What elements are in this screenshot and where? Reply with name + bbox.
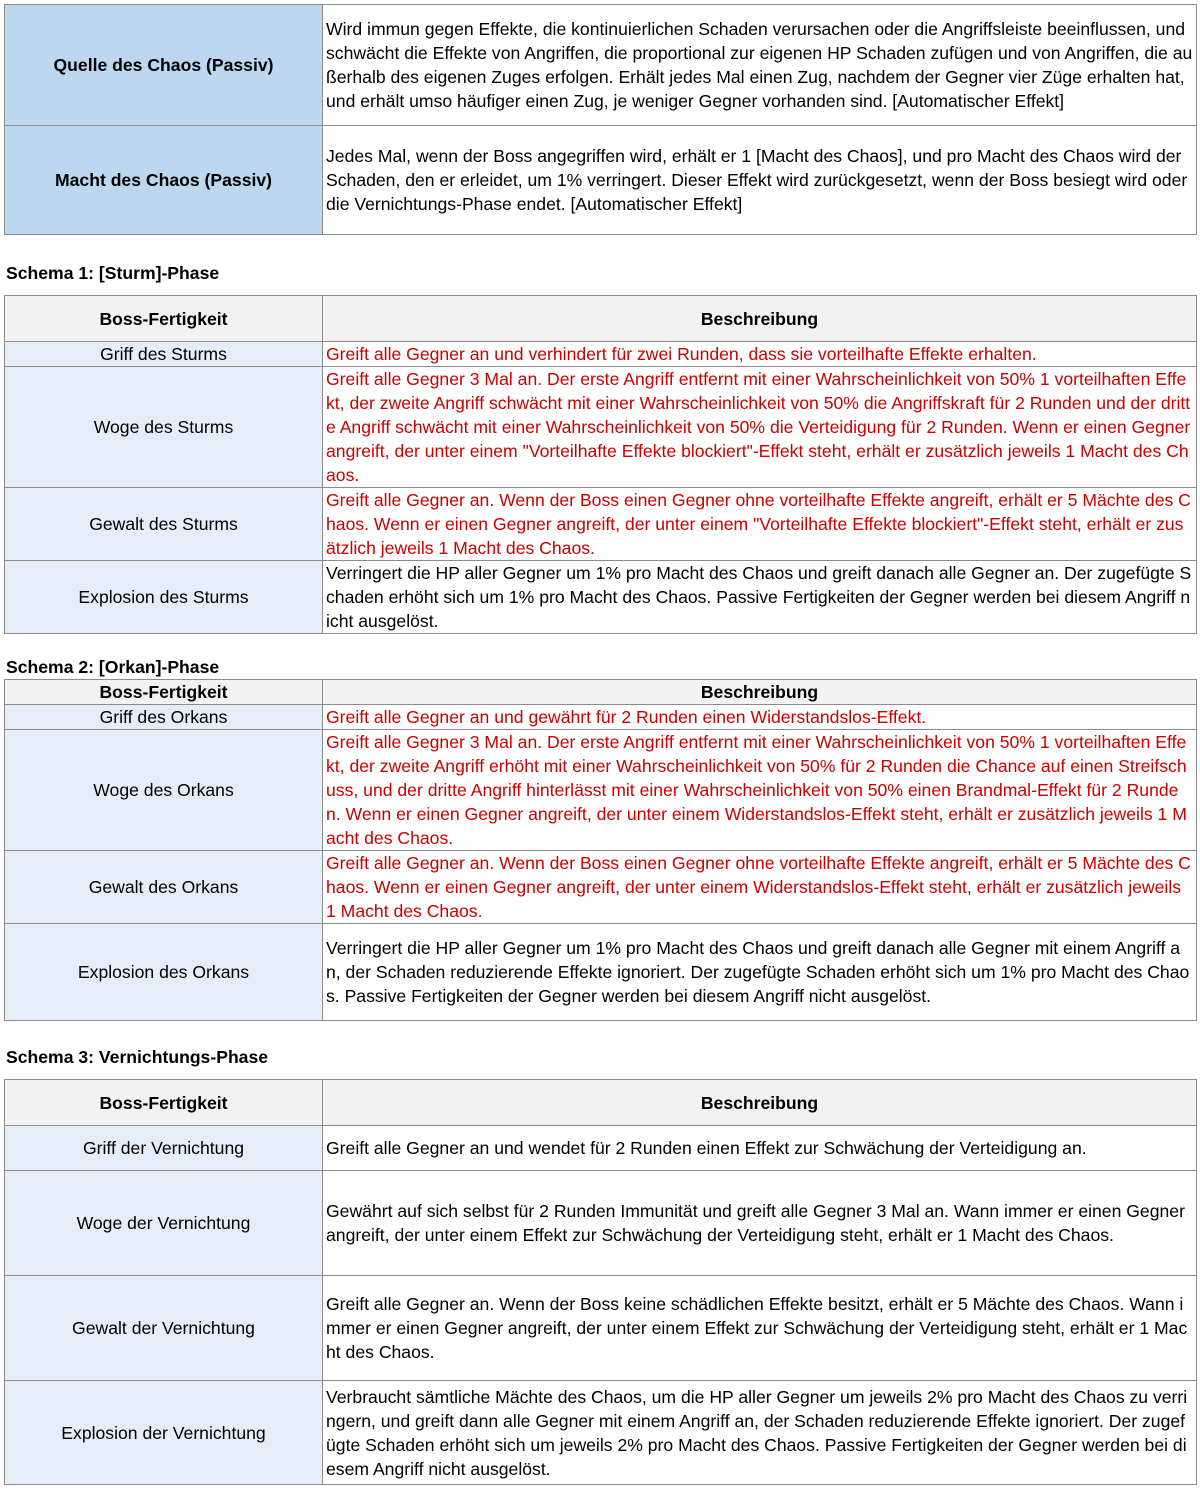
column-header-skill: Boss-Fertigkeit xyxy=(5,680,323,705)
skill-name: Woge des Sturms xyxy=(5,367,323,488)
skill-name: Woge der Vernichtung xyxy=(5,1171,323,1276)
skill-description: Greift alle Gegner an und wendet für 2 Runden einen Effekt zur Schwächung der Verteidigung an. xyxy=(323,1126,1197,1171)
skill-description: Verringert die HP aller Gegner um 1% pro Macht des Chaos und greift danach alle Gegner an. Der zugefügte Schaden erhöht sich um 1% pro Macht des Chaos. Passive Fertigkeiten der Gegner werden bei diesem Angriff nicht ausgelöst. xyxy=(323,561,1197,634)
skill-description: Greift alle Gegner an. Wenn der Boss einen Gegner ohne vorteilhafte Effekte angreift, erhält er 5 Mächte des Chaos. Wenn er einen Gegner angreift, der unter einem Widerstandslos-Effekt steht, erhält er zusätzlich jeweils 1 Macht des Chaos. xyxy=(323,851,1197,924)
table-header-row xyxy=(5,296,1197,342)
passive-name: Macht des Chaos (Passiv) xyxy=(5,126,323,235)
skill-name: Explosion der Vernichtung xyxy=(5,1381,323,1485)
table-row xyxy=(5,730,1197,851)
table-header-row xyxy=(5,1080,1197,1126)
skill-description: Greift alle Gegner 3 Mal an. Der erste Angriff entfernt mit einer Wahrscheinlichkeit von 50% 1 vorteilhaften Effekt, der zweite Angriff schwächt mit einer Wahrscheinlichkeit von 50% die Angriffskraft für 2 Runden und der dritte Angriff schwächt mit einer Wahrscheinlichkeit von 50% die Verteidigung für 2 Runden. Wenn er einen Gegner angreift, der unter einem "Vorteilhafte Effekte blockiert"-Effekt steht, erhält er zusätzlich jeweils 1 Macht des Chaos. xyxy=(323,367,1197,488)
skill-name: Woge des Orkans xyxy=(5,730,323,851)
table-row xyxy=(5,1381,1197,1485)
skill-name: Griff des Orkans xyxy=(5,705,323,730)
section-heading: Schema 2: [Orkan]-Phase xyxy=(6,657,220,677)
table-row xyxy=(5,705,1197,730)
table-row xyxy=(5,488,1197,561)
table-row xyxy=(5,5,1197,126)
skill-description: Verbraucht sämtliche Mächte des Chaos, um die HP aller Gegner um jeweils 2% pro Macht des Chaos zu verringern, und greift dann alle Gegner mit einem Angriff an, der Schaden reduzierende Effekte ignoriert. Der zugefügte Schaden erhöht sich um jeweils 2% pro Macht des Chaos. Passive Fertigkeiten der Gegner werden bei diesem Angriff nicht ausgelöst. xyxy=(323,1381,1197,1485)
passive-table xyxy=(4,4,1197,235)
skill-description: Greift alle Gegner an und verhindert für zwei Runden, dass sie vorteilhafte Effekte erhalten. xyxy=(323,342,1197,367)
column-header-skill: Boss-Fertigkeit xyxy=(5,1080,323,1126)
schema3-table xyxy=(4,1079,1197,1485)
skill-name: Explosion des Orkans xyxy=(5,924,323,1021)
table-row xyxy=(5,342,1197,367)
passive-description: Wird immun gegen Effekte, die kontinuierlichen Schaden verursachen oder die Angriffsleiste beeinflussen, und schwächt die Effekte von Angriffen, die proportional zur eigenen HP Schaden zufügen und von Angriffen, die außerhalb des eigenen Zuges erfolgen. Erhält jedes Mal einen Zug, nachdem der Gegner vier Züge erhalten hat, und erhält umso häufiger einen Zug, je weniger Gegner vorhanden sind. [Automatischer Effekt] xyxy=(323,5,1197,126)
table-row xyxy=(5,924,1197,1021)
schema2-table xyxy=(4,679,1197,1021)
skill-name: Gewalt des Orkans xyxy=(5,851,323,924)
column-header-description: Beschreibung xyxy=(323,680,1197,705)
table-row xyxy=(5,367,1197,488)
skill-description: Greift alle Gegner an. Wenn der Boss einen Gegner ohne vorteilhafte Effekte angreift, erhält er 5 Mächte des Chaos. Wenn er einen Gegner angreift, der unter einem "Vorteilhafte Effekte blockiert"-Effekt steht, erhält er zusätzlich jeweils 1 Macht des Chaos. xyxy=(323,488,1197,561)
skill-description: Greift alle Gegner an und gewährt für 2 Runden einen Widerstandslos-Effekt. xyxy=(323,705,1197,730)
table-row xyxy=(5,126,1197,235)
skill-name: Explosion des Sturms xyxy=(5,561,323,634)
section-heading: Schema 3: Vernichtungs-Phase xyxy=(6,1047,269,1067)
table-row xyxy=(5,1126,1197,1171)
skill-name: Griff des Sturms xyxy=(5,342,323,367)
section-heading: Schema 1: [Sturm]-Phase xyxy=(6,263,220,283)
table-row xyxy=(5,1171,1197,1276)
schema1-table xyxy=(4,295,1197,634)
passive-name: Quelle des Chaos (Passiv) xyxy=(5,5,323,126)
skill-description: Verringert die HP aller Gegner um 1% pro Macht des Chaos und greift danach alle Gegner mit einem Angriff an, der Schaden reduzierende Effekte ignoriert. Der zugefügte Schaden erhöht sich um 1% pro Macht des Chaos. Passive Fertigkeiten der Gegner werden bei diesem Angriff nicht ausgelöst. xyxy=(323,924,1197,1021)
skill-description: Greift alle Gegner an. Wenn der Boss keine schädlichen Effekte besitzt, erhält er 5 Mächte des Chaos. Wann immer er einen Gegner angreift, der unter einem Effekt zur Schwächung der Verteidigung steht, erhält er 1 Macht des Chaos. xyxy=(323,1276,1197,1381)
skill-name: Gewalt des Sturms xyxy=(5,488,323,561)
table-header-row xyxy=(5,680,1197,705)
column-header-skill: Boss-Fertigkeit xyxy=(5,296,323,342)
skill-name: Gewalt der Vernichtung xyxy=(5,1276,323,1381)
skill-description: Gewährt auf sich selbst für 2 Runden Immunität und greift alle Gegner 3 Mal an. Wann immer er einen Gegner angreift, der unter einem Effekt zur Schwächung der Verteidigung steht, erhält er 1 Macht des Chaos. xyxy=(323,1171,1197,1276)
column-header-description: Beschreibung xyxy=(323,1080,1197,1126)
table-row xyxy=(5,1276,1197,1381)
skill-description: Greift alle Gegner 3 Mal an. Der erste Angriff entfernt mit einer Wahrscheinlichkeit von 50% 1 vorteilhaften Effekt, der zweite Angriff erhöht mit einer Wahrscheinlichkeit von 50% für 2 Runden die Chance auf einen Streifschuss, und der dritte Angriff hinterlässt mit einer Wahrscheinlichkeit von 50% einen Brandmal-Effekt für 2 Runden. Wenn er einen Gegner angreift, der unter einem Widerstandslos-Effekt steht, erhält er zusätzlich jeweils 1 Macht des Chaos. xyxy=(323,730,1197,851)
table-row xyxy=(5,561,1197,634)
table-row xyxy=(5,851,1197,924)
column-header-description: Beschreibung xyxy=(323,296,1197,342)
passive-description: Jedes Mal, wenn der Boss angegriffen wird, erhält er 1 [Macht des Chaos], und pro Macht des Chaos wird der Schaden, den er erleidet, um 1% verringert. Dieser Effekt wird zurückgesetzt, wenn der Boss besiegt wird oder die Vernichtungs-Phase endet. [Automatischer Effekt] xyxy=(323,126,1197,235)
skill-name: Griff der Vernichtung xyxy=(5,1126,323,1171)
